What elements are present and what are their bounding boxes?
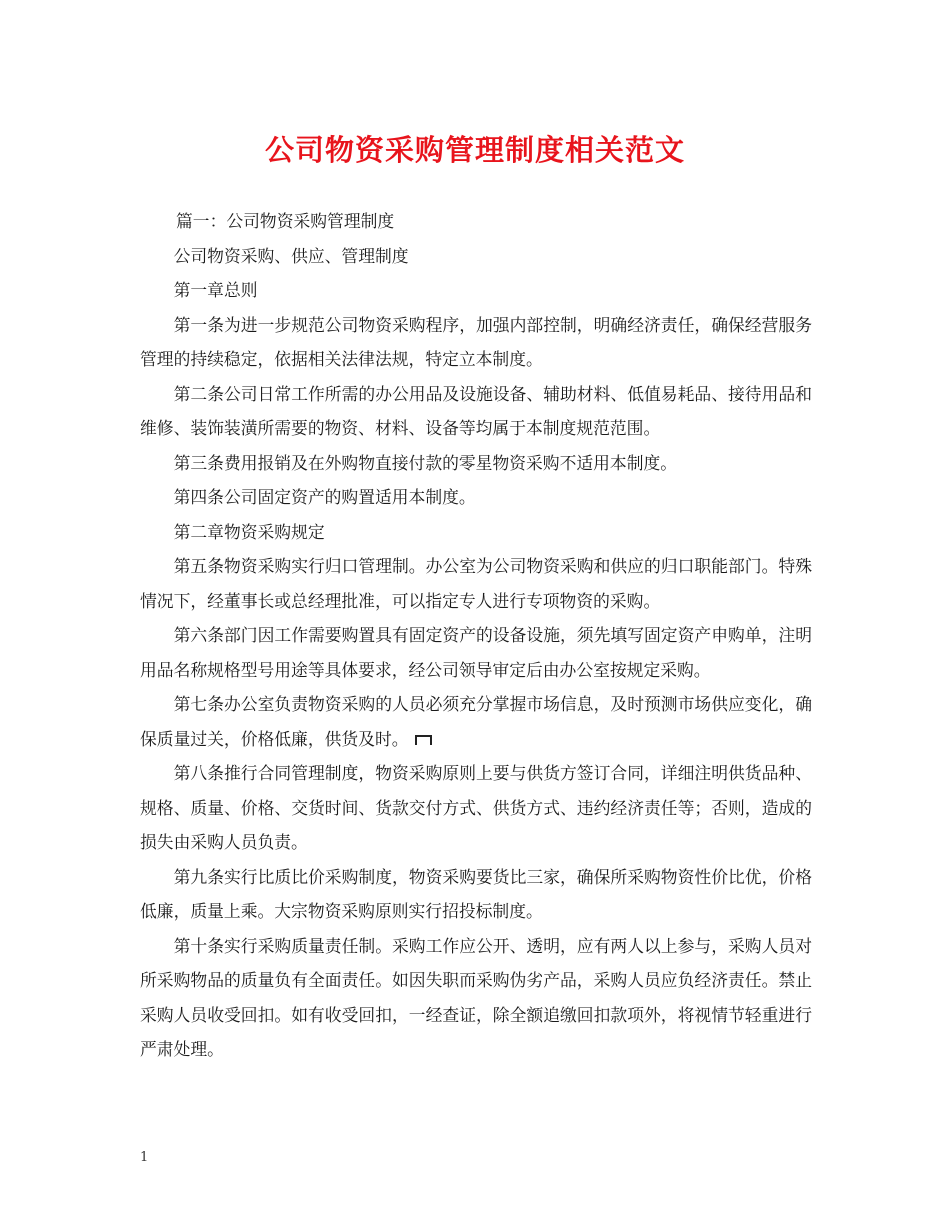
- document-title: 公司物资采购管理制度相关范文: [264, 133, 685, 167]
- paragraph-text: 第七条办公室负责物资采购的人员必须充分掌握市场信息，及时预测市场供应变化，确保质量过关，价格低廉，供货及时。: [140, 694, 812, 749]
- paragraph: 第十条实行采购质量责任制。采购工作应公开、透明，应有两人以上参与，采购人员对所采购物品的质量负有全面责任。如因失职而采购伪劣产品，采购人员应负经济责任。禁止采购人员收受回扣。如有收受回扣，一经查证，除全额追缴回扣款项外，将视情节轻重进行严肃处理。: [140, 935, 812, 1059]
- text-cursor-icon: [415, 735, 432, 745]
- paragraph: 第五条物资采购实行归口管理制。办公室为公司物资采购和供应的归口职能部门。特殊情况下，经董事长或总经理批准，可以指定专人进行专项物资的采购。: [140, 556, 812, 611]
- paragraph: 第二章物资采购规定: [173, 521, 325, 542]
- paragraph: 第六条部门因工作需要购置具有固定资产的设备设施，须先填写固定资产申购单，注明用品名称规格型号用途等具体要求，经公司领导审定后由办公室按规定采购。: [140, 625, 812, 680]
- paragraph: 公司物资采购、供应、管理制度: [173, 245, 409, 266]
- document-body: [140, 204, 812, 1067]
- paragraph: 第一章总则: [173, 280, 258, 300]
- paragraph: 第一条为进一步规范公司物资采购程序，加强内部控制，明确经济责任，确保经营服务管理的持续稳定，依据相关法律法规，特定立本制度。: [140, 314, 812, 369]
- paragraph: 第二条公司日常工作所需的办公用品及设施设备、辅助材料、低值易耗品、接待用品和维修、装饰装潢所需要的物资、材料、设备等均属于本制度规范范围。: [140, 383, 812, 438]
- paragraph: 第八条推行合同管理制度，物资采购原则上要与供货方签订合同，详细注明供货品种、规格、质量、价格、交货时间、货款交付方式、供货方式、违约经济责任等；否则，造成的损失由采购人员负责。: [140, 763, 812, 852]
- paragraph: 第三条费用报销及在外购物直接付款的零星物资采购不适用本制度。: [173, 452, 678, 473]
- paragraph-with-cursor: [140, 687, 812, 756]
- page-number: 1: [140, 1150, 149, 1165]
- paragraph: 篇一：公司物资采购管理制度: [176, 211, 395, 231]
- paragraph: 第九条实行比质比价采购制度，物资采购要货比三家，确保所采购物资性价比优，价格低廉，质量上乘。大宗物资采购原则实行招投标制度。: [140, 866, 812, 921]
- paragraph: 第四条公司固定资产的购置适用本制度。: [173, 487, 476, 507]
